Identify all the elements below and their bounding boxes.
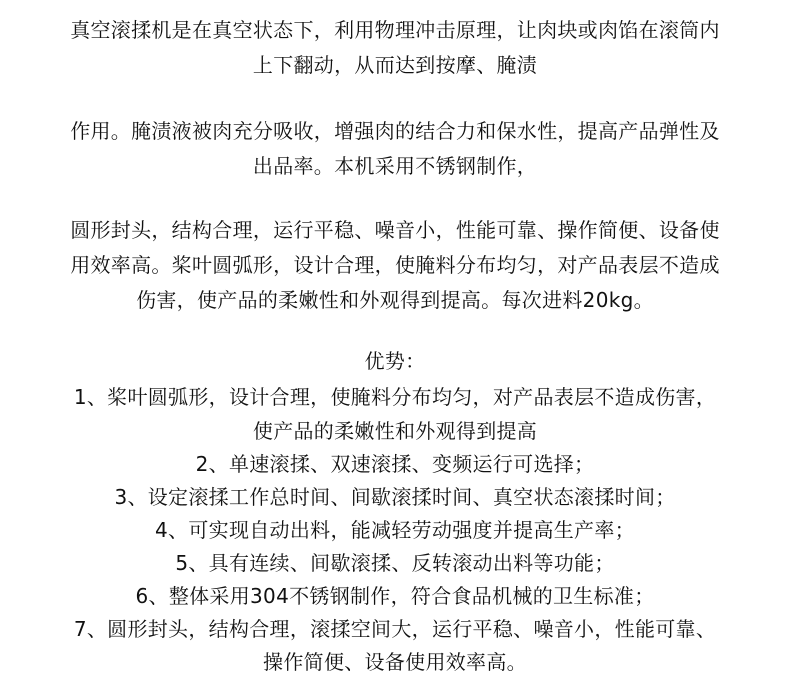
advantage-item-5: 5、具有连续、间歇滚揉、反转滚动出料等功能；	[175, 551, 615, 575]
paragraph3-line-1: 圆形封头，结构合理，运行平稳、噪音小，性能可靠、操作简便、设备使	[70, 218, 720, 242]
intro-line-2: 上下翻动，从而达到按摩、腌渍	[252, 53, 538, 77]
advantage-item-1-continued: 使产品的柔嫩性和外观得到提高	[252, 419, 538, 443]
intro-line-1: 真空滚揉机是在真空状态下，利用物理冲击原理，让肉块或肉馅在滚筒内	[70, 18, 720, 42]
advantages-heading: 优势：	[364, 349, 426, 373]
paragraph3-line-2: 用效率高。桨叶圆弧形，设计合理，使腌料分布均匀，对产品表层不造成	[70, 253, 720, 277]
advantage-item-3: 3、设定滚揉工作总时间、间歇滚揉时间、真空状态滚揉时间；	[114, 485, 676, 509]
paragraph2-line-1: 作用。腌渍液被肉充分吸收，增强肉的结合力和保水性，提高产品弹性及	[70, 119, 720, 143]
advantage-item-2: 2、单速滚揉、双速滚揉、变频运行可选择；	[195, 452, 595, 476]
advantage-item-1: 1、桨叶圆弧形，设计合理，使腌料分布均匀，对产品表层不造成伤害，	[73, 385, 717, 409]
advantage-item-7: 7、圆形封头，结构合理，滚揉空间大，运行平稳、噪音小，性能可靠、	[73, 617, 717, 641]
paragraph3-line-3: 伤害，使产品的柔嫩性和外观得到提高。每次进料20kg。	[136, 288, 654, 312]
advantage-item-6: 6、整体采用304不锈钢制作，符合食品机械的卫生标准；	[135, 584, 655, 608]
paragraph2-line-2: 出品率。本机采用不锈钢制作，	[252, 154, 538, 178]
advantage-item-4: 4、可实现自动出料，能减轻劳动强度并提高生产率；	[155, 518, 635, 542]
advantage-item-7-continued: 操作简便、设备使用效率高。	[263, 650, 527, 674]
